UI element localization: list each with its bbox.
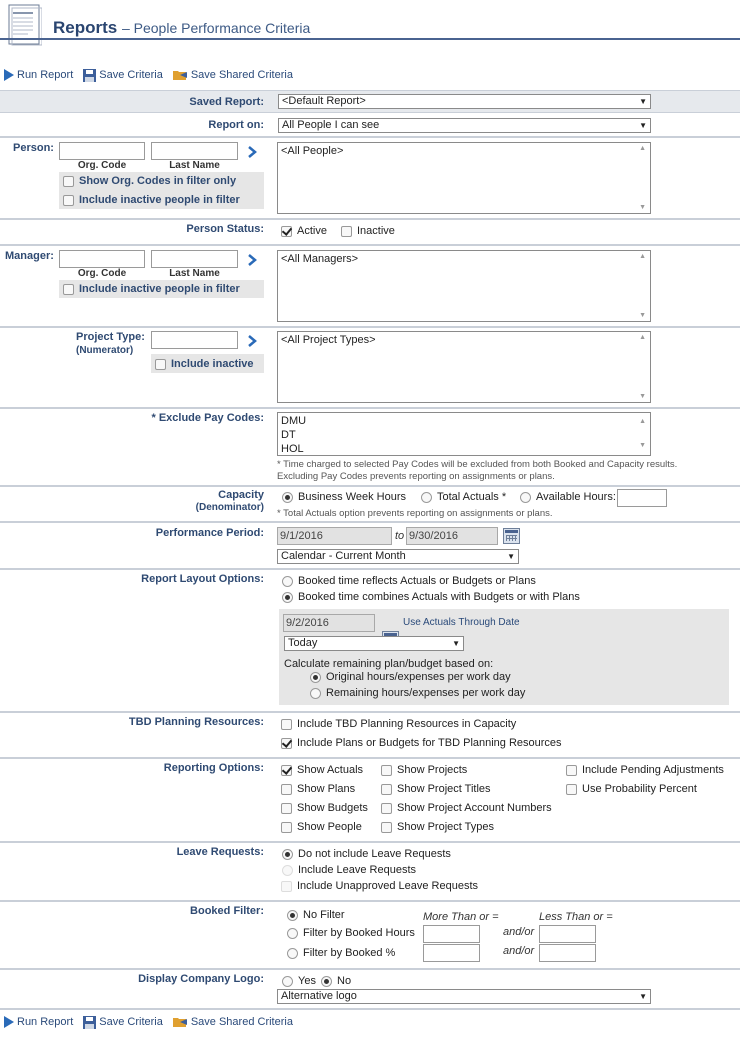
project-type-go-arrow-icon[interactable] — [247, 335, 257, 347]
capacity-available-hours-radio[interactable]: Available Hours: — [520, 491, 616, 503]
checkbox[interactable] — [155, 359, 166, 370]
run-report-button[interactable]: Run Report — [4, 1016, 73, 1028]
actuals-through-select[interactable]: Today ▼ — [284, 636, 464, 651]
save-shared-criteria-button[interactable]: Save Shared Criteria — [173, 69, 293, 81]
remaining-hours-radio[interactable]: Remaining hours/expenses per work day — [310, 687, 525, 699]
floppy-icon — [83, 69, 96, 82]
radio-selected[interactable] — [310, 672, 321, 683]
person-label: Person: — [13, 142, 54, 154]
save-criteria-button[interactable]: Save Criteria — [83, 1016, 163, 1029]
manager-listbox[interactable]: <All Managers> ▲ ▼ — [277, 250, 651, 322]
top-toolbar — [4, 66, 303, 84]
reporting-options-label: Reporting Options: — [163, 762, 264, 774]
use-actuals-through-date-label: Use Actuals Through Date — [403, 617, 520, 628]
leave-include-radio[interactable]: Include Leave Requests — [282, 864, 416, 876]
capacity-note: * Total Actuals option prevents reporting on assignments or plans. — [277, 508, 553, 519]
tbd-plans-budgets-checkbox[interactable]: Include Plans or Budgets for TBD Planning Resources — [281, 737, 562, 749]
radio-selected[interactable] — [282, 492, 293, 503]
checkbox[interactable] — [381, 822, 392, 833]
show-people-checkbox[interactable]: Show People — [281, 821, 362, 833]
checkbox-checked[interactable] — [281, 765, 292, 776]
saved-report-label: Saved Report: — [189, 96, 264, 108]
pay-code-option[interactable]: HOL — [281, 443, 304, 455]
shared-folder-icon — [173, 69, 188, 81]
divider — [0, 407, 740, 409]
person-org-code-input[interactable] — [59, 142, 145, 160]
checkbox[interactable] — [341, 226, 352, 237]
project-type-sublabel: (Numerator) — [76, 345, 134, 356]
available-hours-input[interactable] — [617, 489, 667, 507]
radio-selected[interactable] — [287, 910, 298, 921]
status-inactive-checkbox[interactable]: Inactive — [341, 225, 395, 237]
pay-code-option[interactable]: DT — [281, 429, 296, 441]
pay-codes-note-2: Excluding Pay Codes prevents reporting on assignments or plans. — [277, 471, 555, 482]
radio-selected[interactable] — [282, 849, 293, 860]
logo-yes-radio[interactable]: Yes — [282, 975, 316, 987]
scroll-down-icon[interactable]: ▼ — [639, 312, 646, 319]
manager-go-arrow-icon[interactable] — [247, 254, 257, 266]
divider — [0, 244, 740, 246]
capacity-sublabel: (Denominator) — [195, 502, 264, 513]
booked-pct-less-input[interactable] — [539, 944, 596, 962]
manager-last-name-caption: Last Name — [169, 268, 220, 279]
person-last-name-input[interactable] — [151, 142, 238, 160]
less-than-caption: Less Than or = — [539, 911, 613, 923]
original-hours-radio[interactable]: Original hours/expenses per work day — [310, 671, 511, 683]
radio[interactable] — [287, 928, 298, 939]
divider — [0, 968, 740, 970]
layout-reflects-radio[interactable]: Booked time reflects Actuals or Budgets or Plans — [282, 575, 536, 587]
booked-pct-more-input[interactable] — [423, 944, 480, 962]
radio[interactable] — [282, 576, 293, 587]
use-probability-percent-checkbox[interactable]: Use Probability Percent — [566, 783, 697, 795]
layout-combines-radio[interactable]: Booked time combines Actuals with Budgets or with Plans — [282, 591, 580, 603]
dropdown-arrow-icon: ▼ — [507, 552, 515, 561]
checkbox-disabled[interactable] — [281, 881, 292, 892]
checkbox-checked[interactable] — [281, 738, 292, 749]
divider — [0, 1008, 740, 1010]
bottom-toolbar — [4, 1013, 303, 1031]
checkbox[interactable] — [63, 176, 74, 187]
booked-percent-radio[interactable]: Filter by Booked % — [287, 947, 395, 959]
performance-period-label: Performance Period: — [155, 527, 264, 539]
show-actuals-checkbox[interactable]: Show Actuals — [281, 764, 363, 776]
saved-report-select[interactable]: <Default Report> ▼ — [278, 94, 651, 109]
period-to-calendar-icon[interactable] — [503, 528, 520, 544]
period-to-input[interactable]: 9/30/2016 — [406, 527, 498, 545]
person-org-code-caption: Org. Code — [77, 160, 127, 171]
show-project-titles-checkbox[interactable]: Show Project Titles — [381, 783, 491, 795]
checkbox[interactable] — [566, 784, 577, 795]
manager-include-inactive-checkbox[interactable]: Include inactive people in filter — [63, 283, 240, 295]
checkbox[interactable] — [281, 719, 292, 730]
tbd-capacity-checkbox[interactable]: Include TBD Planning Resources in Capacity — [281, 718, 516, 730]
person-listbox[interactable]: <All People> ▲ ▼ — [277, 142, 651, 214]
period-preset-select[interactable]: Calendar - Current Month ▼ — [277, 549, 519, 564]
logo-select[interactable]: Alternative logo ▼ — [277, 989, 651, 1004]
calculate-remaining-label: Calculate remaining plan/budget based on: — [284, 658, 494, 670]
checkbox[interactable] — [281, 822, 292, 833]
radio-selected[interactable] — [282, 592, 293, 603]
divider — [0, 218, 740, 220]
radio[interactable] — [520, 492, 531, 503]
save-shared-criteria-button[interactable]: Save Shared Criteria — [173, 1016, 293, 1028]
report-on-label: Report on: — [208, 119, 264, 131]
booked-hours-less-input[interactable] — [539, 925, 596, 943]
pay-codes-note-1: * Time charged to selected Pay Codes will be excluded from both Booked and Capacity results. — [277, 459, 678, 470]
booked-hours-radio[interactable]: Filter by Booked Hours — [287, 927, 415, 939]
pay-code-option[interactable]: DMU — [281, 415, 307, 427]
divider — [0, 757, 740, 759]
booked-filter-label: Booked Filter: — [190, 905, 264, 917]
person-go-arrow-icon[interactable] — [247, 146, 257, 158]
pay-codes-listbox[interactable] — [277, 412, 651, 456]
capacity-label: Capacity — [218, 489, 264, 501]
divider — [0, 568, 740, 570]
exclude-pay-codes-label: * Exclude Pay Codes: — [151, 412, 264, 424]
show-projects-checkbox[interactable]: Show Projects — [381, 764, 467, 776]
run-report-button[interactable]: Run Report — [4, 69, 73, 81]
person-status-label: Person Status: — [186, 223, 264, 235]
divider — [0, 136, 740, 138]
radio[interactable] — [282, 976, 293, 987]
person-last-name-caption: Last Name — [169, 160, 220, 171]
include-pending-adjustments-checkbox[interactable]: Include Pending Adjustments — [566, 764, 724, 776]
leave-do-not-include-radio[interactable]: Do not include Leave Requests — [282, 848, 451, 860]
checkbox[interactable] — [381, 784, 392, 795]
divider — [0, 326, 740, 328]
header-divider — [0, 38, 740, 40]
capacity-total-actuals-radio[interactable]: Total Actuals * — [421, 491, 506, 503]
dropdown-arrow-icon: ▼ — [452, 639, 460, 648]
checkbox[interactable] — [281, 803, 292, 814]
project-type-input[interactable] — [151, 331, 238, 349]
person-include-inactive-checkbox[interactable]: Include inactive people in filter — [63, 194, 240, 206]
and-or-caption: and/or — [503, 945, 535, 957]
radio-selected[interactable] — [321, 976, 332, 987]
scroll-up-icon[interactable]: ▲ — [639, 145, 646, 152]
divider — [0, 900, 740, 902]
dropdown-arrow-icon: ▼ — [639, 992, 647, 1001]
tbd-planning-label: TBD Planning Resources: — [128, 716, 264, 728]
checkbox[interactable] — [63, 284, 74, 295]
divider — [0, 521, 740, 523]
show-budgets-checkbox[interactable]: Show Budgets — [281, 802, 368, 814]
logo-no-radio[interactable]: No — [321, 975, 351, 987]
project-type-include-inactive-checkbox[interactable]: Include inactive — [155, 358, 254, 370]
scroll-down-icon[interactable]: ▼ — [639, 204, 646, 211]
manager-label: Manager: — [5, 250, 54, 262]
scroll-up-icon[interactable]: ▲ — [639, 418, 646, 425]
leave-requests-label: Leave Requests: — [176, 846, 264, 858]
checkbox[interactable] — [566, 765, 577, 776]
checkbox[interactable] — [381, 765, 392, 776]
save-criteria-button[interactable]: Save Criteria — [83, 69, 163, 82]
play-icon — [4, 69, 14, 81]
display-logo-label: Display Company Logo: — [138, 973, 264, 985]
and-or-caption: and/or — [503, 926, 535, 938]
manager-org-code-input[interactable] — [59, 250, 145, 268]
checkbox[interactable] — [381, 803, 392, 814]
floppy-icon — [83, 1016, 96, 1029]
period-to-label: to — [395, 530, 405, 542]
report-on-select[interactable]: All People I can see ▼ — [278, 118, 651, 133]
report-layout-label: Report Layout Options: — [141, 573, 264, 585]
checkbox[interactable] — [281, 784, 292, 795]
page-title: Reports – People Performance Criteria — [53, 18, 311, 37]
show-project-types-checkbox[interactable]: Show Project Types — [381, 821, 494, 833]
show-org-codes-checkbox[interactable]: Show Org. Codes in filter only — [63, 175, 236, 187]
dropdown-arrow-icon: ▼ — [639, 121, 647, 130]
scroll-down-icon[interactable]: ▼ — [639, 393, 646, 400]
scroll-up-icon[interactable]: ▲ — [639, 253, 646, 260]
checkbox[interactable] — [63, 195, 74, 206]
status-active-checkbox[interactable]: Active — [281, 225, 327, 237]
dropdown-arrow-icon: ▼ — [639, 97, 647, 106]
play-icon — [4, 1016, 14, 1028]
booked-hours-more-input[interactable] — [423, 925, 480, 943]
scroll-up-icon[interactable]: ▲ — [639, 334, 646, 341]
project-type-label: Project Type: — [76, 331, 145, 343]
radio-disabled[interactable] — [282, 865, 293, 876]
show-project-account-numbers-checkbox[interactable]: Show Project Account Numbers — [381, 802, 552, 814]
period-from-input[interactable]: 9/1/2016 — [277, 527, 392, 545]
leave-include-unapproved-checkbox[interactable]: Include Unapproved Leave Requests — [281, 880, 478, 892]
show-plans-checkbox[interactable]: Show Plans — [281, 783, 355, 795]
actuals-through-date-input[interactable]: 9/2/2016 — [283, 614, 375, 632]
radio[interactable] — [310, 688, 321, 699]
radio[interactable] — [287, 948, 298, 959]
checkbox-checked[interactable] — [281, 226, 292, 237]
divider — [0, 711, 740, 713]
divider — [0, 841, 740, 843]
scroll-down-icon[interactable]: ▼ — [639, 442, 646, 449]
project-type-listbox[interactable]: <All Project Types> ▲ ▼ — [277, 331, 651, 403]
capacity-business-week-radio[interactable]: Business Week Hours — [282, 491, 406, 503]
radio[interactable] — [421, 492, 432, 503]
divider — [0, 485, 740, 487]
booked-no-filter-radio[interactable]: No Filter — [287, 909, 345, 921]
shared-folder-icon — [173, 1016, 188, 1028]
manager-last-name-input[interactable] — [151, 250, 238, 268]
more-than-caption: More Than or = — [423, 911, 499, 923]
manager-org-code-caption: Org. Code — [77, 268, 127, 279]
